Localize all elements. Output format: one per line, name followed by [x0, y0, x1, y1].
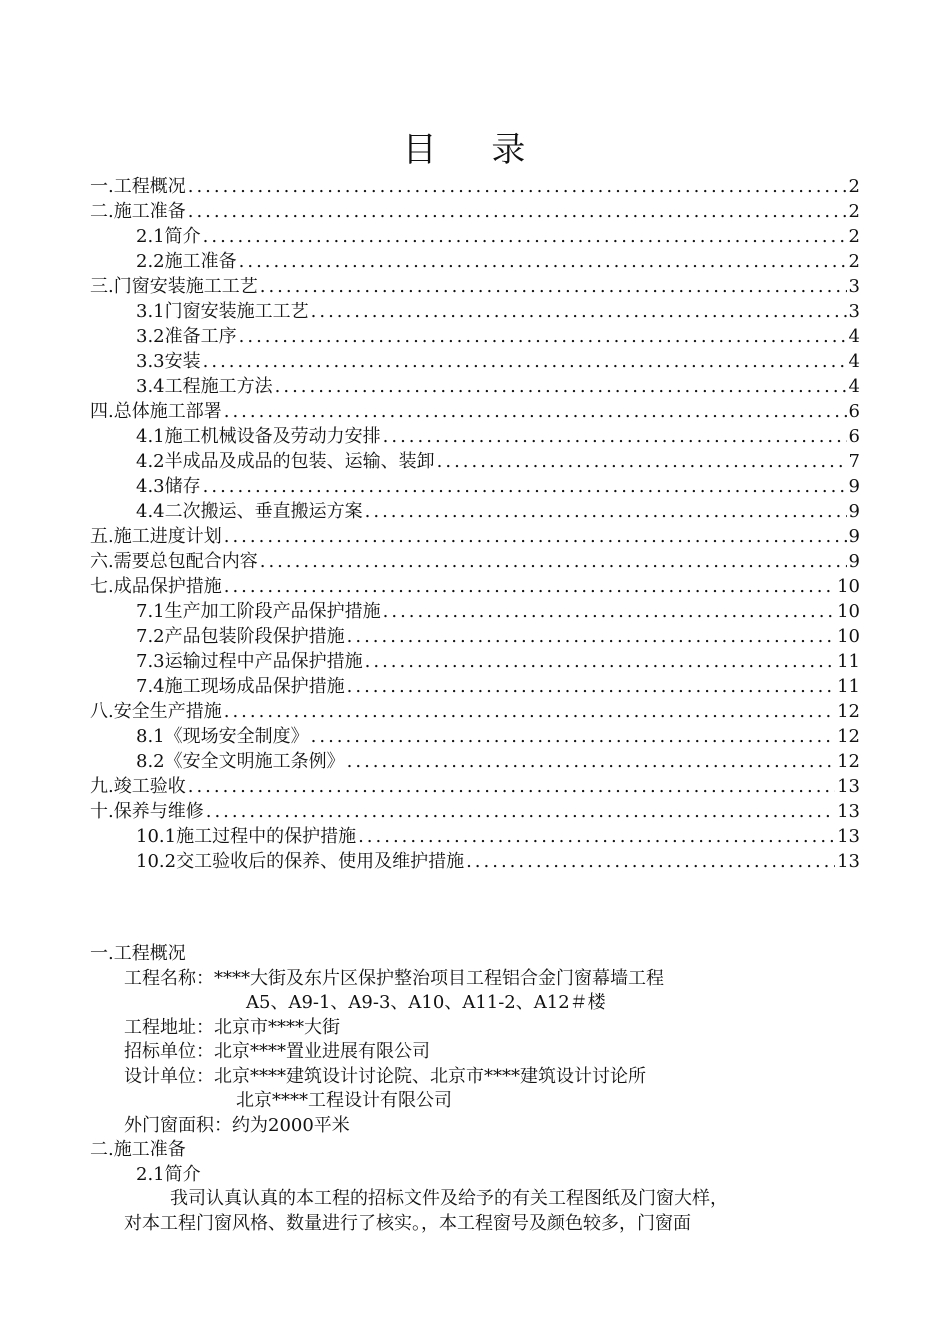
toc-entry-text: 二.施工准备	[90, 201, 186, 222]
document-body	[90, 942, 870, 1236]
toc-dot-leader	[206, 799, 835, 824]
toc-entry[interactable]	[90, 524, 860, 549]
toc-dot-leader	[224, 524, 847, 549]
toc-page-number: 10	[837, 626, 860, 647]
toc-entry-text: 四.总体施工部署	[90, 401, 222, 422]
toc-subentry[interactable]	[90, 374, 860, 399]
toc-page-number: 12	[837, 751, 860, 772]
toc-dot-leader	[239, 324, 847, 349]
toc-page-number: 13	[837, 826, 860, 847]
toc-dot-leader	[203, 349, 847, 374]
toc-entry[interactable]	[90, 574, 860, 599]
toc-entry-text: 十.保养与维修	[90, 801, 204, 822]
toc-entry-text: 7.3运输过程中产品保护措施	[136, 651, 363, 672]
toc-entry-text: 八.安全生产措施	[90, 701, 222, 722]
toc-entry-text: 七.成品保护措施	[90, 576, 222, 597]
project-name: 工程名称：****大街及东片区保护整治项目工程铝合金门窗幕墙工程	[124, 967, 664, 989]
toc-dot-leader	[260, 549, 847, 574]
toc-entry-text: 7.4施工现场成品保护措施	[136, 676, 345, 697]
toc-dot-leader	[358, 824, 835, 849]
design-unit: 设计单位：北京****建筑设计讨论院、北京市****建筑设计讨论所	[124, 1065, 646, 1087]
toc-page-number: 13	[837, 776, 860, 797]
toc-page-number: 9	[848, 476, 860, 497]
toc-entry-text: 九.竣工验收	[90, 776, 186, 797]
toc-subentry[interactable]	[90, 849, 860, 874]
toc-dot-leader	[188, 174, 847, 199]
table-of-contents	[90, 174, 860, 874]
toc-dot-leader	[224, 574, 835, 599]
toc-entry[interactable]	[90, 399, 860, 424]
toc-page-number: 11	[837, 676, 860, 697]
toc-entry[interactable]	[90, 199, 860, 224]
toc-entry-text: 7.2产品包装阶段保护措施	[136, 626, 345, 647]
toc-dot-leader	[347, 624, 835, 649]
toc-entry-text: 4.1施工机械设备及劳动力安排	[136, 426, 381, 447]
toc-entry-text: 10.1施工过程中的保护措施	[136, 826, 357, 847]
toc-page-number: 6	[848, 401, 860, 422]
project-name-continued: A5、A9-1、A9-3、A10、A11-2、A12＃楼	[246, 992, 606, 1013]
toc-subentry[interactable]	[90, 749, 860, 774]
toc-dot-leader	[239, 249, 847, 274]
toc-page-number: 9	[848, 501, 860, 522]
toc-subentry[interactable]	[90, 624, 860, 649]
toc-page-number: 4	[848, 351, 860, 372]
toc-entry-text: 8.2《安全文明施工条例》	[136, 751, 345, 772]
toc-entry[interactable]	[90, 699, 860, 724]
toc-entry-text: 8.1《现场安全制度》	[136, 726, 309, 747]
toc-page-number: 3	[848, 301, 860, 322]
paragraph-line: 我司认真认真的本工程的招标文件及给予的有关工程图纸及门窗大样，	[170, 1188, 728, 1209]
toc-dot-leader	[347, 749, 835, 774]
toc-page-number: 10	[837, 601, 860, 622]
toc-dot-leader	[347, 674, 835, 699]
toc-page-number: 2	[848, 226, 860, 247]
toc-dot-leader	[466, 849, 835, 874]
toc-dot-leader	[311, 299, 847, 324]
toc-dot-leader	[188, 774, 835, 799]
toc-page-number: 2	[848, 251, 860, 272]
toc-subentry[interactable]	[90, 824, 860, 849]
toc-page-number: 4	[848, 326, 860, 347]
section-heading: 二.施工准备	[90, 1139, 186, 1160]
toc-dot-leader	[383, 424, 847, 449]
section-heading: 一.工程概况	[90, 943, 186, 964]
toc-dot-leader	[188, 199, 847, 224]
toc-subentry[interactable]	[90, 299, 860, 324]
toc-entry-text: 3.1门窗安装施工工艺	[136, 301, 309, 322]
toc-page-number: 3	[848, 276, 860, 297]
toc-entry-text: 4.2半成品及成品的包装、运输、装卸	[136, 451, 435, 472]
toc-entry-text: 3.3安装	[136, 351, 201, 372]
toc-entry[interactable]	[90, 174, 860, 199]
toc-dot-leader	[260, 274, 847, 299]
toc-page-number: 9	[848, 551, 860, 572]
toc-page-number: 4	[848, 376, 860, 397]
toc-page-number: 6	[848, 426, 860, 447]
toc-title: 目 录	[402, 130, 548, 170]
toc-page-number: 12	[837, 701, 860, 722]
toc-entry-text: 一.工程概况	[90, 176, 186, 197]
bidding-unit: 招标单位：北京****置业进展有限公司	[124, 1041, 430, 1062]
toc-page-number: 9	[848, 526, 860, 547]
toc-dot-leader	[365, 499, 847, 524]
toc-subentry[interactable]	[90, 499, 860, 524]
toc-page-number: 2	[848, 176, 860, 197]
toc-entry-text: 六.需要总包配合内容	[90, 551, 258, 572]
toc-dot-leader	[275, 374, 847, 399]
toc-entry-text: 4.3储存	[136, 476, 201, 497]
toc-subentry[interactable]	[90, 424, 860, 449]
toc-page-number: 12	[837, 726, 860, 747]
toc-subentry[interactable]	[90, 724, 860, 749]
toc-subentry[interactable]	[90, 599, 860, 624]
toc-entry-text: 2.2施工准备	[136, 251, 237, 272]
toc-entry[interactable]	[90, 274, 860, 299]
paragraph-line: 对本工程门窗风格、数量进行了核实。，本工程窗号及颜色较多，门窗面	[124, 1212, 691, 1234]
project-address: 工程地址：北京市****大街	[124, 1016, 340, 1038]
toc-entry-text: 2.1简介	[136, 226, 201, 247]
toc-dot-leader	[383, 599, 835, 624]
toc-entry[interactable]	[90, 549, 860, 574]
toc-entry-text: 7.1生产加工阶段产品保护措施	[136, 601, 381, 622]
toc-dot-leader	[365, 649, 835, 674]
toc-dot-leader	[203, 474, 847, 499]
toc-page-number: 11	[837, 651, 860, 672]
toc-entry-text: 3.2准备工序	[136, 326, 237, 347]
toc-entry-text: 三.门窗安装施工工艺	[90, 276, 258, 297]
toc-subentry[interactable]	[90, 474, 860, 499]
toc-dot-leader	[311, 724, 835, 749]
design-unit-continued: 北京****工程设计有限公司	[236, 1090, 452, 1111]
toc-subentry[interactable]	[90, 649, 860, 674]
toc-dot-leader	[203, 224, 847, 249]
toc-entry-text: 10.2交工验收后的保养、使用及维护措施	[136, 851, 465, 872]
toc-subentry[interactable]	[90, 324, 860, 349]
toc-entry-text: 4.4二次搬运、垂直搬运方案	[136, 501, 363, 522]
window-area: 外门窗面积：约为2000平米	[124, 1114, 350, 1136]
toc-subentry[interactable]	[90, 449, 860, 474]
toc-entry[interactable]	[90, 799, 860, 824]
toc-entry-text: 五.施工进度计划	[90, 526, 222, 547]
toc-dot-leader	[437, 449, 847, 474]
toc-subentry[interactable]	[90, 674, 860, 699]
toc-page-number: 13	[837, 801, 860, 822]
toc-entry-text: 3.4工程施工方法	[136, 376, 273, 397]
toc-page-number: 13	[837, 851, 860, 872]
subsection-heading: 2.1简介	[136, 1163, 201, 1185]
toc-dot-leader	[224, 699, 835, 724]
toc-dot-leader	[224, 399, 847, 424]
toc-subentry[interactable]	[90, 224, 860, 249]
toc-subentry[interactable]	[90, 249, 860, 274]
toc-subentry[interactable]	[90, 349, 860, 374]
toc-page-number: 10	[837, 576, 860, 597]
toc-page-number: 2	[848, 201, 860, 222]
toc-entry[interactable]	[90, 774, 860, 799]
toc-page-number: 7	[848, 451, 860, 472]
